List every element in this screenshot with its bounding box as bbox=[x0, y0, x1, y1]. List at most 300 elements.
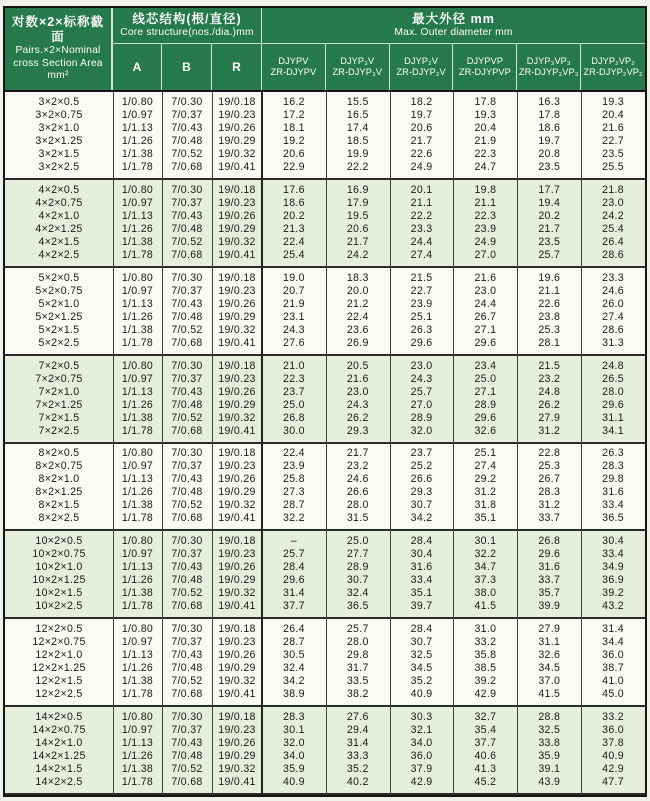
value-cell: 29.6 bbox=[474, 336, 497, 349]
value-cell: 36.0 bbox=[602, 649, 624, 662]
value-cell: 28.4 bbox=[410, 535, 433, 548]
value-cell: 32.1 bbox=[410, 724, 433, 737]
value-cell: 25.4 bbox=[283, 248, 305, 261]
value-cell: 22.2 bbox=[410, 209, 433, 222]
value-cell: 19/0.18 bbox=[218, 623, 256, 636]
value-cell: 35.1 bbox=[410, 587, 433, 600]
value-cell: 1/1.13 bbox=[121, 297, 154, 310]
size-cell: 12×2×1.25 bbox=[32, 662, 86, 675]
value-cell: 32.6 bbox=[538, 649, 561, 662]
type-label-zr: ZR-DJYP₃V bbox=[332, 67, 383, 77]
value-cell: 19/0.29 bbox=[218, 574, 256, 587]
table-row bbox=[5, 711, 645, 724]
value-cell: 34.9 bbox=[602, 561, 624, 574]
value-cell: 19/0.32 bbox=[218, 763, 256, 776]
value-cell: 1/1.38 bbox=[121, 147, 154, 160]
value-cell: 28.4 bbox=[410, 623, 433, 636]
value-cell: 19/0.41 bbox=[218, 512, 256, 525]
value-cell: 31.1 bbox=[602, 411, 624, 424]
value-cell: 29.8 bbox=[602, 473, 624, 486]
value-cell: 24.6 bbox=[346, 473, 369, 486]
value-cell: 1/0.80 bbox=[121, 711, 154, 724]
size-cell: 7×2×1.5 bbox=[38, 411, 80, 424]
row-group-12x2 bbox=[5, 619, 645, 707]
header-col-b: B bbox=[162, 44, 212, 90]
value-cell: 42.9 bbox=[602, 763, 624, 776]
value-cell: 1/1.38 bbox=[121, 587, 154, 600]
value-cell: 36.5 bbox=[602, 512, 624, 525]
row-group-8x2 bbox=[5, 444, 645, 532]
value-cell: 18.3 bbox=[346, 271, 369, 284]
value-cell: 33.3 bbox=[346, 750, 369, 763]
value-cell: 19/0.26 bbox=[218, 473, 256, 486]
value-cell: 39.2 bbox=[602, 587, 624, 600]
table-row bbox=[5, 184, 645, 197]
value-cell: 7/0.52 bbox=[171, 323, 203, 336]
value-cell: 38.5 bbox=[474, 662, 497, 675]
value-cell: 20.8 bbox=[538, 147, 561, 160]
value-cell: 21.7 bbox=[346, 235, 369, 248]
type-label: DJYP₃VP₃ bbox=[526, 55, 571, 66]
value-cell: 33.4 bbox=[602, 499, 624, 512]
value-cell: 34.0 bbox=[283, 750, 305, 763]
value-cell: 19/0.32 bbox=[218, 675, 256, 688]
table-row bbox=[5, 574, 645, 587]
value-cell: 34.5 bbox=[538, 662, 561, 675]
value-cell: 7/0.43 bbox=[171, 121, 203, 134]
header-type-djyp2v bbox=[390, 44, 454, 90]
type-label-zr: ZR-DJYP₃VP₃ bbox=[518, 67, 579, 77]
value-cell: 23.8 bbox=[538, 310, 561, 323]
value-cell: 26.0 bbox=[602, 297, 624, 310]
value-cell: 24.9 bbox=[474, 235, 497, 248]
value-cell: 26.8 bbox=[283, 411, 305, 424]
header-pairs-en2: cross Section Area bbox=[13, 57, 103, 69]
value-cell: 40.9 bbox=[602, 750, 624, 763]
value-cell: 19/0.23 bbox=[218, 636, 256, 649]
value-cell: 22.7 bbox=[410, 284, 433, 297]
value-cell: 26.6 bbox=[346, 486, 369, 499]
value-cell: 28.7 bbox=[283, 499, 305, 512]
value-cell: 26.4 bbox=[283, 623, 305, 636]
value-cell: 23.0 bbox=[346, 385, 369, 398]
table-row bbox=[5, 386, 645, 399]
value-cell: 19/0.41 bbox=[218, 424, 256, 437]
value-cell: 27.1 bbox=[474, 385, 497, 398]
value-cell: 7/0.30 bbox=[171, 447, 203, 460]
size-cell: 12×2×2.5 bbox=[35, 688, 83, 701]
table-row bbox=[5, 272, 645, 285]
size-cell: 4×2×2.5 bbox=[38, 248, 80, 261]
value-cell: 1/0.97 bbox=[121, 636, 154, 649]
value-cell: 1/1.26 bbox=[121, 134, 154, 147]
value-cell: 19/0.41 bbox=[218, 600, 256, 613]
row-group-3x2 bbox=[5, 92, 645, 180]
table-row bbox=[5, 298, 645, 311]
value-cell: 19/0.41 bbox=[218, 688, 256, 701]
value-cell: 27.9 bbox=[538, 411, 561, 424]
value-cell: 23.0 bbox=[410, 359, 433, 372]
value-cell: 7/0.30 bbox=[171, 183, 203, 196]
type-label-zr: ZR-DJYP₂VP₂ bbox=[583, 67, 643, 77]
row-group-10x2 bbox=[5, 531, 645, 619]
value-cell: 24.8 bbox=[602, 359, 624, 372]
value-cell: 34.2 bbox=[283, 675, 305, 688]
value-cell: 1/1.26 bbox=[121, 750, 154, 763]
size-cell: 3×2×0.75 bbox=[35, 108, 83, 121]
value-cell: 21.7 bbox=[538, 222, 561, 235]
value-cell: 27.4 bbox=[410, 248, 433, 261]
header-type-djyp3v bbox=[326, 44, 390, 90]
value-cell: 32.5 bbox=[538, 724, 561, 737]
value-cell: 22.8 bbox=[538, 447, 561, 460]
value-cell: 29.6 bbox=[602, 398, 624, 411]
value-cell: 1/0.97 bbox=[121, 548, 154, 561]
value-cell: 39.2 bbox=[474, 675, 497, 688]
size-cell: 5×2×0.5 bbox=[38, 271, 80, 284]
value-cell: 19.7 bbox=[538, 134, 561, 147]
size-cell: 12×2×1.0 bbox=[35, 649, 83, 662]
value-cell: 34.4 bbox=[602, 636, 624, 649]
value-cell: 23.2 bbox=[346, 460, 369, 473]
table-row bbox=[5, 109, 645, 122]
size-cell: 5×2×0.75 bbox=[35, 284, 83, 297]
header-pairs-en3: mm² bbox=[47, 70, 69, 82]
value-cell: 1/1.26 bbox=[121, 222, 154, 235]
value-cell: 22.3 bbox=[474, 147, 497, 160]
value-cell: 33.4 bbox=[410, 574, 433, 587]
value-cell: 30.1 bbox=[474, 535, 497, 548]
value-cell: 26.2 bbox=[346, 411, 369, 424]
table-row bbox=[5, 512, 645, 525]
value-cell: 1/0.97 bbox=[121, 724, 154, 737]
size-cell: 14×2×2.5 bbox=[35, 776, 83, 789]
value-cell: 36.0 bbox=[602, 724, 624, 737]
value-cell: 35.7 bbox=[538, 587, 561, 600]
value-cell: 25.0 bbox=[474, 372, 497, 385]
value-cell: 15.5 bbox=[346, 95, 369, 108]
value-cell: 20.6 bbox=[346, 222, 369, 235]
value-cell: 31.6 bbox=[410, 561, 433, 574]
size-cell: 10×2×1.5 bbox=[35, 587, 83, 600]
value-cell: 21.7 bbox=[346, 447, 369, 460]
size-cell: 8×2×1.25 bbox=[35, 486, 83, 499]
value-cell: 18.6 bbox=[283, 196, 305, 209]
value-cell: 45.2 bbox=[474, 776, 497, 789]
table-row bbox=[5, 249, 645, 262]
value-cell: 1/1.26 bbox=[121, 398, 154, 411]
type-label: DJYP₃V bbox=[340, 55, 375, 66]
value-cell: 19.0 bbox=[283, 271, 305, 284]
value-cell: 21.9 bbox=[474, 134, 497, 147]
value-cell: 22.9 bbox=[283, 160, 305, 173]
value-cell: 1/1.13 bbox=[121, 649, 154, 662]
value-cell: 1/1.13 bbox=[121, 737, 154, 750]
value-cell: 42.9 bbox=[474, 688, 497, 701]
value-cell: 36.5 bbox=[346, 600, 369, 613]
value-cell: 19/0.29 bbox=[218, 486, 256, 499]
value-cell: 33.2 bbox=[474, 636, 497, 649]
value-cell: 41.5 bbox=[538, 688, 561, 701]
value-cell: 31.4 bbox=[346, 737, 369, 750]
value-cell: 7/0.43 bbox=[171, 561, 203, 574]
value-cell: 7/0.43 bbox=[171, 385, 203, 398]
value-cell: 28.6 bbox=[602, 323, 624, 336]
value-cell: 32.4 bbox=[283, 662, 305, 675]
table-row bbox=[5, 486, 645, 499]
value-cell: 1/0.80 bbox=[121, 271, 154, 284]
value-cell: 27.4 bbox=[602, 310, 624, 323]
value-cell: 25.3 bbox=[538, 323, 561, 336]
value-cell: 31.4 bbox=[602, 623, 624, 636]
value-cell: 28.9 bbox=[410, 411, 433, 424]
size-cell: 14×2×0.75 bbox=[32, 724, 86, 737]
table-header bbox=[5, 8, 645, 90]
table-row bbox=[5, 161, 645, 174]
value-cell: 17.7 bbox=[538, 183, 561, 196]
value-cell: 18.1 bbox=[283, 121, 305, 134]
value-cell: 22.4 bbox=[283, 447, 305, 460]
value-cell: 26.8 bbox=[538, 535, 561, 548]
value-cell: 1/0.97 bbox=[121, 372, 154, 385]
value-cell: 23.0 bbox=[474, 284, 497, 297]
table-row bbox=[5, 688, 645, 701]
value-cell: 24.9 bbox=[410, 160, 433, 173]
value-cell: 1/1.78 bbox=[121, 688, 154, 701]
value-cell: 1/1.38 bbox=[121, 235, 154, 248]
value-cell: 26.9 bbox=[346, 336, 369, 349]
value-cell: 21.6 bbox=[474, 271, 497, 284]
value-cell: 38.7 bbox=[602, 662, 624, 675]
value-cell: 7/0.52 bbox=[171, 411, 203, 424]
table-row bbox=[5, 122, 645, 135]
value-cell: 19/0.23 bbox=[218, 460, 256, 473]
table-row bbox=[5, 675, 645, 688]
value-cell: 1/1.38 bbox=[121, 323, 154, 336]
value-cell: 7/0.68 bbox=[171, 512, 203, 525]
value-cell: 1/1.38 bbox=[121, 675, 154, 688]
size-cell: 8×2×0.75 bbox=[35, 460, 83, 473]
value-cell: 40.9 bbox=[410, 688, 433, 701]
value-cell: 20.4 bbox=[474, 121, 497, 134]
value-cell: 19.3 bbox=[474, 108, 497, 121]
value-cell: 35.2 bbox=[410, 675, 433, 688]
value-cell: 33.2 bbox=[602, 711, 624, 724]
header-type-djyp3vp3 bbox=[517, 44, 581, 90]
size-cell: 3×2×2.5 bbox=[38, 160, 80, 173]
value-cell: 31.2 bbox=[474, 486, 497, 499]
value-cell: 32.6 bbox=[474, 424, 497, 437]
value-cell: 1/1.78 bbox=[121, 248, 154, 261]
value-cell: 1/1.38 bbox=[121, 499, 154, 512]
value-cell: 30.7 bbox=[410, 636, 433, 649]
value-cell: 30.1 bbox=[283, 724, 305, 737]
value-cell: 29.3 bbox=[410, 486, 433, 499]
size-cell: 4×2×1.0 bbox=[38, 209, 80, 222]
value-cell: 29.4 bbox=[346, 724, 369, 737]
value-cell: 23.7 bbox=[410, 447, 433, 460]
value-cell: 1/1.13 bbox=[121, 385, 154, 398]
value-cell: 41.5 bbox=[474, 600, 497, 613]
value-cell: 1/0.80 bbox=[121, 359, 154, 372]
value-cell: 19/0.41 bbox=[218, 336, 256, 349]
value-cell: 19.5 bbox=[346, 209, 369, 222]
value-cell: 24.2 bbox=[602, 209, 624, 222]
table-row bbox=[5, 623, 645, 636]
value-cell: 7/0.52 bbox=[171, 675, 203, 688]
size-cell: 5×2×1.0 bbox=[38, 297, 80, 310]
size-cell: 4×2×1.25 bbox=[35, 222, 83, 235]
table-row bbox=[5, 425, 645, 438]
value-cell: 27.7 bbox=[346, 548, 369, 561]
value-cell: 19.4 bbox=[538, 196, 561, 209]
value-cell: 7/0.37 bbox=[171, 460, 203, 473]
table-row bbox=[5, 337, 645, 350]
table-row bbox=[5, 473, 645, 486]
value-cell: 28.0 bbox=[602, 385, 624, 398]
value-cell: 19.6 bbox=[538, 271, 561, 284]
value-cell: 26.6 bbox=[410, 473, 433, 486]
value-cell: 19/0.29 bbox=[218, 398, 256, 411]
value-cell: 24.7 bbox=[474, 160, 497, 173]
value-cell: 21.7 bbox=[410, 134, 433, 147]
value-cell: 25.7 bbox=[538, 248, 561, 261]
value-cell: 34.1 bbox=[602, 424, 624, 437]
value-cell: 19/0.23 bbox=[218, 284, 256, 297]
value-cell: 7/0.48 bbox=[171, 222, 203, 235]
value-cell: 28.9 bbox=[346, 561, 369, 574]
value-cell: 7/0.37 bbox=[171, 284, 203, 297]
size-cell: 7×2×0.75 bbox=[35, 372, 83, 385]
row-group-7x2 bbox=[5, 356, 645, 444]
value-cell: 27.0 bbox=[474, 248, 497, 261]
value-cell: 32.5 bbox=[410, 649, 433, 662]
value-cell: 1/1.78 bbox=[121, 600, 154, 613]
value-cell: 19/0.29 bbox=[218, 750, 256, 763]
table-row bbox=[5, 649, 645, 662]
value-cell: 17.9 bbox=[346, 196, 369, 209]
size-cell: 7×2×1.25 bbox=[35, 398, 83, 411]
value-cell: 20.6 bbox=[283, 147, 305, 160]
value-cell: 20.2 bbox=[538, 209, 561, 222]
value-cell: 19.8 bbox=[474, 183, 497, 196]
value-cell: 28.1 bbox=[538, 336, 561, 349]
value-cell: 16.2 bbox=[283, 95, 305, 108]
size-cell: 3×2×1.25 bbox=[35, 134, 83, 147]
value-cell: 19/0.26 bbox=[218, 121, 256, 134]
value-cell: 30.4 bbox=[602, 535, 624, 548]
value-cell: 1/1.78 bbox=[121, 424, 154, 437]
value-cell: 1/1.78 bbox=[121, 512, 154, 525]
value-cell: 1/1.78 bbox=[121, 776, 154, 789]
value-cell: 35.2 bbox=[346, 763, 369, 776]
value-cell: 43.2 bbox=[602, 600, 624, 613]
value-cell: 36.9 bbox=[602, 574, 624, 587]
value-cell: 18.5 bbox=[346, 134, 369, 147]
value-cell: 23.6 bbox=[346, 323, 369, 336]
size-cell: 8×2×1.0 bbox=[38, 473, 80, 486]
value-cell: 19/0.32 bbox=[218, 147, 256, 160]
value-cell: 25.1 bbox=[410, 310, 433, 323]
value-cell: 19/0.41 bbox=[218, 776, 256, 789]
size-cell: 14×2×0.5 bbox=[35, 711, 83, 724]
value-cell: 21.6 bbox=[602, 121, 624, 134]
value-cell: 17.2 bbox=[283, 108, 305, 121]
table-row bbox=[5, 460, 645, 473]
value-cell: 25.0 bbox=[283, 398, 305, 411]
value-cell: 16.9 bbox=[346, 183, 369, 196]
value-cell: 7/0.68 bbox=[171, 600, 203, 613]
value-cell: 24.3 bbox=[283, 323, 305, 336]
size-cell: 10×2×0.5 bbox=[35, 535, 83, 548]
value-cell: 21.3 bbox=[283, 222, 305, 235]
value-cell: 39.9 bbox=[538, 600, 561, 613]
value-cell: 22.4 bbox=[346, 310, 369, 323]
value-cell: 19/0.32 bbox=[218, 323, 256, 336]
table-row bbox=[5, 737, 645, 750]
value-cell: 24.4 bbox=[410, 235, 433, 248]
size-cell: 5×2×1.25 bbox=[35, 310, 83, 323]
value-cell: 39.1 bbox=[538, 763, 561, 776]
value-cell: 19/0.26 bbox=[218, 297, 256, 310]
table-row bbox=[5, 776, 645, 789]
value-cell: 33.5 bbox=[346, 675, 369, 688]
value-cell: 35.1 bbox=[474, 512, 497, 525]
value-cell: 23.2 bbox=[538, 372, 561, 385]
value-cell: 7/0.52 bbox=[171, 763, 203, 776]
value-cell: 1/0.80 bbox=[121, 183, 154, 196]
size-cell: 12×2×0.75 bbox=[32, 636, 86, 649]
value-cell: 1/0.97 bbox=[121, 460, 154, 473]
value-cell: 29.6 bbox=[474, 411, 497, 424]
row-group-4x2 bbox=[5, 180, 645, 268]
value-cell: 19/0.23 bbox=[218, 548, 256, 561]
type-label: DJYPVP bbox=[466, 55, 504, 66]
value-cell: 7/0.30 bbox=[171, 535, 203, 548]
value-cell: 22.3 bbox=[283, 372, 305, 385]
value-cell: 7/0.48 bbox=[171, 398, 203, 411]
size-cell: 8×2×1.5 bbox=[38, 499, 80, 512]
value-cell: 33.7 bbox=[538, 574, 561, 587]
value-cell: 26.3 bbox=[602, 447, 624, 460]
value-cell: 19/0.32 bbox=[218, 235, 256, 248]
size-cell: 8×2×2.5 bbox=[38, 512, 80, 525]
value-cell: 34.7 bbox=[474, 561, 497, 574]
value-cell: 19/0.26 bbox=[218, 561, 256, 574]
value-cell: 45.0 bbox=[602, 688, 624, 701]
table-row bbox=[5, 724, 645, 737]
value-cell: 25.3 bbox=[538, 460, 561, 473]
value-cell: 7/0.43 bbox=[171, 473, 203, 486]
value-cell: 27.4 bbox=[474, 460, 497, 473]
value-cell: 22.2 bbox=[346, 160, 369, 173]
value-cell: 28.7 bbox=[283, 636, 305, 649]
table-row bbox=[5, 763, 645, 776]
value-cell: 31.0 bbox=[474, 623, 497, 636]
value-cell: 1/1.26 bbox=[121, 486, 154, 499]
value-cell: 27.1 bbox=[474, 323, 497, 336]
size-cell: 10×2×2.5 bbox=[35, 600, 83, 613]
value-cell: 7/0.52 bbox=[171, 499, 203, 512]
header-col-r: R bbox=[212, 44, 262, 90]
value-cell: 41.3 bbox=[474, 763, 497, 776]
value-cell: 19/0.23 bbox=[218, 372, 256, 385]
value-cell: 29.6 bbox=[538, 548, 561, 561]
value-cell: 24.8 bbox=[538, 385, 561, 398]
size-cell: 4×2×1.5 bbox=[38, 235, 80, 248]
value-cell: 19/0.32 bbox=[218, 499, 256, 512]
table-row bbox=[5, 135, 645, 148]
